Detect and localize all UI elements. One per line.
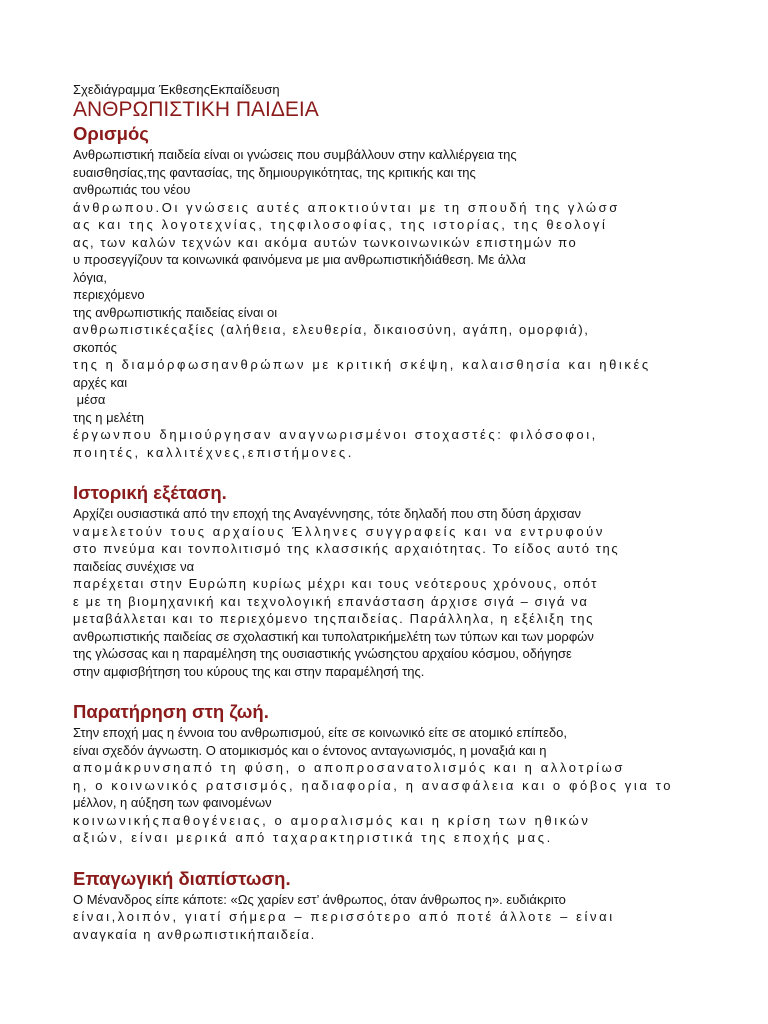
paragraph-line: ναμελετούν τους αρχαίους Έλληνες συγγραφείς και να εντρυφούν bbox=[73, 523, 605, 539]
paragraph-line: αξιών, είναι μερικά από ταχαρακτηριστικά της εποχής μας. bbox=[73, 830, 553, 845]
paragraph-line: αρχές και bbox=[73, 374, 128, 390]
paragraph-line: Ο Μένανδρος είπε κάποτε: «Ως χαρίεν εστ’ άνθρωπος, όταν άνθρωπος η». ευδιάκριτο bbox=[73, 891, 566, 907]
paragraph-line: ανθρωπιάς του νέου bbox=[73, 182, 191, 197]
paragraph-line: ε με τη βιομηχανική και τεχνολογική επανάσταση άρχισε σιγά – σιγά να bbox=[73, 593, 589, 609]
section-heading: Ιστορική εξέταση. bbox=[73, 482, 227, 503]
paragraph-line: ας και της λογοτεχνίας, τηςφιλοσοφίας, της ιστορίας, της θεολογί bbox=[73, 217, 608, 232]
paragraph-line: αναγκαία η ανθρωπιστικήπαιδεία. bbox=[73, 926, 316, 942]
paragraph-line: Στην εποχή μας η έννοια του ανθρωπισμού, είτε σε κοινωνικό είτε σε ατομικό επίπεδο, bbox=[73, 725, 567, 740]
paragraph-line: παιδείας συνέχισε να bbox=[73, 558, 195, 574]
paragraph-line: η, ο κοινωνικός ρατσισμός, ηαδιαφορία, η ανασφάλεια και ο φόβος για το bbox=[73, 777, 674, 793]
paragraph-line: έργωνπου δημιούργησαν αναγνωρισμένοι στοχαστές: φιλόσοφοι, bbox=[73, 427, 598, 442]
paragraph-line: ας, των καλών τεχνών και ακόμα αυτών τωνκοινωνικών επιστημών πο bbox=[73, 234, 578, 250]
section-heading: Επαγωγική διαπίστωση. bbox=[73, 867, 291, 889]
paragraph-line: κοινωνικήςπαθογένειας, ο αμοραλισμός και η κρίση των ηθικών bbox=[73, 812, 591, 828]
paragraph-line: σκοπός bbox=[73, 339, 117, 355]
section-inductive-finding bbox=[73, 867, 710, 944]
paragraph-line: μέσα bbox=[73, 392, 106, 407]
paragraph-line: της η μελέτη bbox=[73, 409, 145, 425]
paragraph-line: ευαισθησίας,της φαντασίας, της δημιουργικότητας, της κριτικής και της bbox=[73, 164, 476, 180]
section-definition bbox=[73, 122, 710, 461]
paragraph-line: είναι,λοιπόν, γιατί σήμερα – περισσότερο από ποτέ άλλοτε – είναι bbox=[73, 909, 615, 924]
paragraph-line: περιεχόμενο bbox=[73, 287, 145, 302]
section-life-observation bbox=[73, 700, 710, 847]
paragraph-line: υ προσεγγίζουν τα κοινωνικά φαινόμενα με μια ανθρωπιστικήδιάθεση. Με άλλα bbox=[73, 252, 526, 267]
paragraph-line: στην αμφισβήτηση του κύρους της και στην παραμέλησή της. bbox=[73, 663, 425, 679]
section-heading: Παρατήρηση στη ζωή. bbox=[73, 701, 269, 722]
section-heading: Ορισμός bbox=[73, 123, 149, 144]
paragraph-line: μέλλον, η αύξηση των φαινομένων bbox=[73, 795, 272, 810]
paragraph-line: της η διαμόρφωσηανθρώπων με κριτική σκέψη, καλαισθησία και ηθικές bbox=[73, 357, 651, 372]
paragraph-line: ανθρωπιστικής παιδείας σε σχολαστική και τυπολατρικήμελέτη των τύπων και των μορφών bbox=[73, 628, 594, 644]
paragraph-line: παρέχεται στην Ευρώπη κυρίως μέχρι και τους νεότερους χρόνους, οπότ bbox=[73, 576, 599, 591]
paragraph-line: ποιητές, καλλιτέχνες,επιστήμονες. bbox=[73, 444, 354, 460]
paragraph-line: της γλώσσας και η παραμέληση της ουσιαστικής γνώσηςτου αρχαίου κόσμου, οδήγησε bbox=[73, 646, 572, 661]
paragraph-line: της ανθρωπιστικής παιδείας είναι οι bbox=[73, 304, 278, 320]
document-title: ΑΝΘΡΩΠΙΣΤΙΚΗ ΠΑΙΔΕΙΑ bbox=[73, 98, 319, 121]
paragraph-line: ανθρωπιστικέςαξίες (αλήθεια, ελευθερία, δικαιοσύνη, αγάπη, ομορφιά), bbox=[73, 322, 590, 337]
paragraph-line: απομάκρυνσηαπό τη φύση, ο αποπροσανατολισμός και η αλλοτρίωσ bbox=[73, 760, 626, 775]
paragraph-line: είναι σχεδόν άγνωστη. Ο ατομικισμός και ο έντονος ανταγωνισμός, η μοναξιά και η bbox=[73, 742, 547, 758]
paragraph-line: λόγια, bbox=[73, 269, 108, 285]
section-historical-review bbox=[73, 481, 710, 680]
paragraph-line: Ανθρωπιστική παιδεία είναι οι γνώσεις που συμβάλλουν στην καλλιέργεια της bbox=[73, 147, 517, 162]
paragraph-line: στο πνεύμα και τονπολιτισμό της κλασσικής αρχαιότητας. Το είδος αυτό της bbox=[73, 541, 620, 556]
paragraph-line: άνθρωπου.Οι γνώσεις αυτές αποκτιούνται με τη σπουδή της γλώσσ bbox=[73, 199, 620, 215]
breadcrumb: Σχεδιάγραμμα ΈκθεσηςΕκπαίδευση bbox=[73, 82, 280, 97]
paragraph-line: μεταβάλλεται και το περιεχόμενο τηςπαιδείας. Παράλληλα, η εξέλιξη της bbox=[73, 611, 594, 626]
paragraph-line: Αρχίζει ουσιαστικά από την εποχή της Αναγέννησης, τότε δηλαδή που στη δύση άρχισαν bbox=[73, 506, 581, 521]
